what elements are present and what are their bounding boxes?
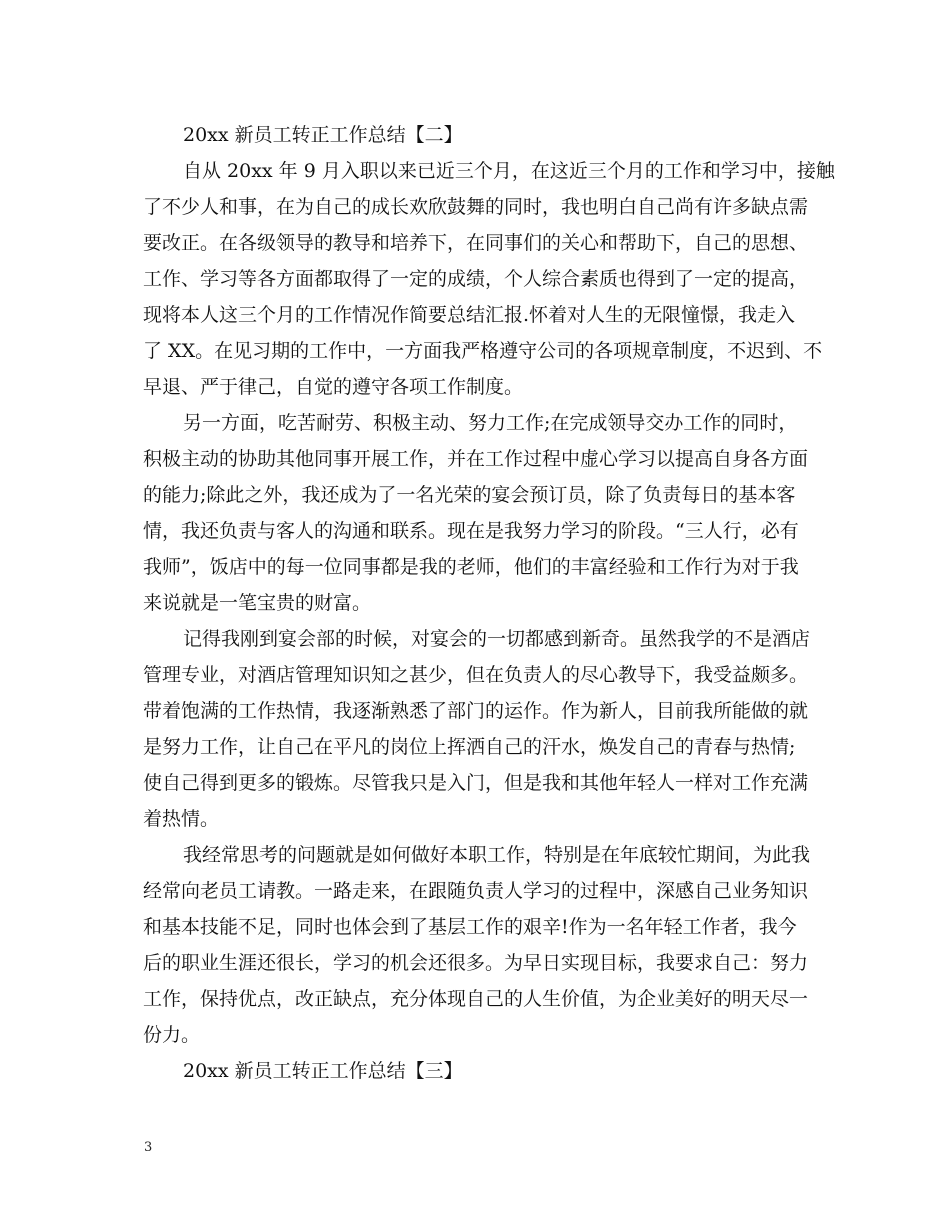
paragraph-line: 经常向老员工请教。一路走来，在跟随负责人学习的过程中，深感自己业务知识 xyxy=(143,880,809,902)
paragraph-line: 的能力;除此之外，我还成为了一名光荣的宴会预订员，除了负责每日的基本客 xyxy=(143,484,796,506)
paragraph-line: 要改正。在各级领导的教导和培养下，在同事们的关心和帮助下，自己的思想、 xyxy=(143,232,809,254)
document-body xyxy=(143,117,835,1089)
paragraph-line: 早退、严于律己，自觉的遵守各项工作制度。 xyxy=(143,376,524,398)
paragraph-line: 工作、学习等各方面都取得了一定的成绩，个人综合素质也得到了一定的提高， xyxy=(143,268,809,290)
paragraph-line: 另一方面，吃苦耐劳、积极主动、努力工作;在完成领导交办工作的同时， xyxy=(183,412,798,434)
paragraph-4 xyxy=(143,837,813,1053)
paragraph-3 xyxy=(143,621,813,837)
paragraph-line: 了 XX。在见习期的工作中，一方面我严格遵守公司的各项规章制度，不迟到、不 xyxy=(143,340,823,362)
paragraph-line: 我经常思考的问题就是如何做好本职工作，特别是在年底较忙期间，为此我 xyxy=(183,844,811,866)
section-heading-two: 20xx 新员工转正工作总结【二】 xyxy=(183,124,463,146)
paragraph-line: 是努力工作，让自己在平凡的岗位上挥洒自己的汗水，焕发自己的青春与热情; xyxy=(143,736,796,758)
paragraph-line: 工作，保持优点，改正缺点，充分体现自己的人生价值，为企业美好的明天尽一 xyxy=(143,988,809,1010)
section-heading-three: 20xx 新员工转正工作总结【三】 xyxy=(183,1060,463,1082)
page-number: 3 xyxy=(144,1140,153,1155)
paragraph-line: 后的职业生涯还很长，学习的机会还很多。为早日实现目标，我要求自己：努力 xyxy=(143,952,809,974)
paragraph-line: 情，我还负责与客人的沟通和联系。现在是我努力学习的阶段。“三人行，必有 xyxy=(143,520,799,542)
paragraph-line: 自从 20xx 年 9 月入职以来已近三个月，在这近三个月的工作和学习中，接触 xyxy=(183,160,835,182)
paragraph-line: 着热情。 xyxy=(143,808,220,830)
paragraph-line: 了不少人和事，在为自己的成长欢欣鼓舞的同时，我也明白自己尚有许多缺点需 xyxy=(143,196,809,218)
paragraph-line: 积极主动的协助其他同事开展工作，并在工作过程中虚心学习以提高自身各方面 xyxy=(143,448,809,470)
paragraph-line: 带着饱满的工作热情，我逐渐熟悉了部门的运作。作为新人，目前我所能做的就 xyxy=(143,700,809,722)
paragraph-line: 管理专业，对酒店管理知识知之甚少，但在负责人的尽心教导下，我受益颇多。 xyxy=(143,664,809,686)
paragraph-line: 现将本人这三个月的工作情况作简要总结汇报.怀着对人生的无限憧憬，我走入 xyxy=(143,304,796,326)
paragraph-2 xyxy=(143,405,813,621)
paragraph-line: 来说就是一笔宝贵的财富。 xyxy=(143,592,372,614)
paragraph-1 xyxy=(143,153,835,405)
paragraph-line: 使自己得到更多的锻炼。尽管我只是入门，但是我和其他年轻人一样对工作充满 xyxy=(143,772,809,794)
paragraph-line: 和基本技能不足，同时也体会到了基层工作的艰辛!作为一名年轻工作者，我今 xyxy=(143,916,797,938)
paragraph-line: 份力。 xyxy=(143,1024,201,1046)
paragraph-line: 记得我刚到宴会部的时候，对宴会的一切都感到新奇。虽然我学的不是酒店 xyxy=(183,628,811,650)
paragraph-line: 我师”，饭店中的每一位同事都是我的老师，他们的丰富经验和工作行为对于我 xyxy=(143,556,799,578)
